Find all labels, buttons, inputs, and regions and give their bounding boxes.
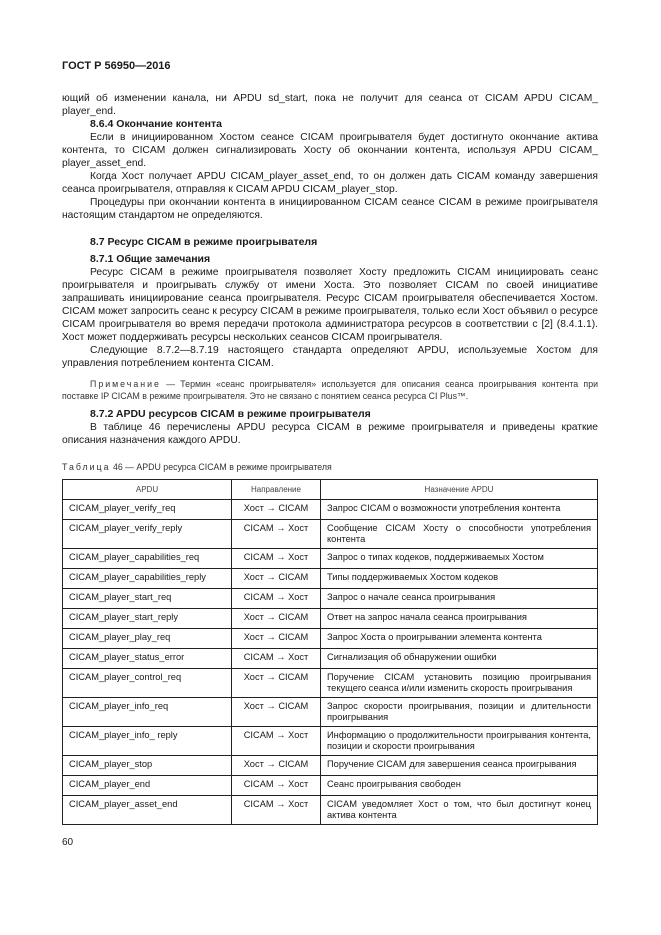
table-caption-text: 46 — APDU ресурса CICAM в режиме проигрывателя: [110, 462, 332, 472]
apdu-cell: CICAM_player_start_reply: [63, 609, 232, 629]
table-row: [63, 520, 598, 549]
table-row: [63, 727, 598, 756]
table-row: [63, 549, 598, 569]
purpose-cell: CICAM уведомляет Хост о том, что был достигнут конец актива контента: [321, 796, 598, 825]
apdu-cell: CICAM_player_asset_end: [63, 796, 232, 825]
purpose-cell: Информацию о продолжительности проигрывания контента, позиции и скорости проигрывания: [321, 727, 598, 756]
table-row: [63, 796, 598, 825]
paragraph: Следующие 8.7.2—8.7.19 настоящего стандарта определяют APDU, используемые Хостом для управления потреблением контента CICAM.: [62, 345, 598, 369]
purpose-cell: Запрос CICAM о возможности употребления контента: [321, 500, 598, 520]
purpose-cell: Ответ на запрос начала сеанса проигрывания: [321, 609, 598, 629]
purpose-cell: Типы поддерживаемых Хостом кодеков: [321, 569, 598, 589]
section-heading-8-7: 8.7 Ресурс CICAM в режиме проигрывателя: [90, 236, 318, 248]
table-caption-label: Таблица: [62, 462, 111, 472]
table-row: [63, 669, 598, 698]
apdu-cell: CICAM_player_capabilities_reply: [63, 569, 232, 589]
page-number: 60: [62, 837, 74, 848]
apdu-cell: CICAM_player_play_req: [63, 629, 232, 649]
paragraph: ющий об изменении канала, ни APDU sd_start, пока не получит для сеанса от CICAM APDU CICAM_ player_end.: [62, 93, 598, 117]
direction-cell: CICAM → Хост: [232, 589, 321, 609]
section-heading-8-7-1: 8.7.1 Общие замечания: [90, 253, 211, 265]
direction-cell: Хост → CICAM: [232, 669, 321, 698]
column-header-direction: Направление: [232, 480, 321, 500]
paragraph: В таблице 46 перечислены APDU ресурса CICAM в режиме проигрывателя и приведены краткие описания назначения каждого APDU.: [62, 422, 598, 446]
table-row: [63, 649, 598, 669]
document-page: [62, 60, 598, 848]
paragraph: Процедуры при окончании контента в инициированном CICAM сеансе CICAM в режиме проигрывателя настоящим стандартом не определяются.: [62, 197, 598, 221]
apdu-cell: CICAM_player_status_error: [63, 649, 232, 669]
purpose-cell: Запрос о начале сеанса проигрывания: [321, 589, 598, 609]
direction-cell: Хост → CICAM: [232, 500, 321, 520]
table-row: [63, 589, 598, 609]
table-row: [63, 629, 598, 649]
column-header-apdu: APDU: [63, 480, 232, 500]
column-header-purpose: Назначение APDU: [321, 480, 598, 500]
direction-cell: Хост → CICAM: [232, 698, 321, 727]
table-row: [63, 569, 598, 589]
direction-cell: CICAM → Хост: [232, 796, 321, 825]
table-row: [63, 698, 598, 727]
note-label: Примечание: [90, 379, 161, 389]
paragraph: Когда Хост получает APDU CICAM_player_asset_end, то он должен дать CICAM команду завершения сеанса проигрывателя, отправляя к CICAM APDU CICAM_player_stop.: [62, 171, 598, 195]
direction-cell: CICAM → Хост: [232, 776, 321, 796]
purpose-cell: Сигнализация об обнаружении ошибки: [321, 649, 598, 669]
apdu-cell: CICAM_player_capabilities_req: [63, 549, 232, 569]
table-row: [63, 776, 598, 796]
table-caption: [62, 462, 598, 472]
apdu-cell: CICAM_player_start_req: [63, 589, 232, 609]
direction-cell: Хост → CICAM: [232, 629, 321, 649]
apdu-cell: CICAM_player_end: [63, 776, 232, 796]
table-row: [63, 609, 598, 629]
direction-cell: CICAM → Хост: [232, 649, 321, 669]
paragraph: Ресурс CICAM в режиме проигрывателя позволяет Хосту предложить CICAM инициировать сеанс проигрывателя и проигрывать службу от имени Хоста. Это позволяет CICAM по своей инициативе запрашивать инициирование сеанса проигрывателя. Ресурс CICAM проигрывателя обеспечивается Хостом. CICAM может запросить сеанс к ресурсу CICAM в режиме проигрывателя, только если Хост объявил о ресурсе CICAM проигрывателя во время передачи протокола администратора ресурсов в соответствии с [2] (8.4.1.1). Хост может поддерживать ресурсы нескольких сеансов CICAM проигрывателя.: [62, 267, 598, 343]
table-header-row: [63, 480, 598, 500]
apdu-cell: CICAM_player_info_ reply: [63, 727, 232, 756]
purpose-cell: Поручение CICAM для завершения сеанса проигрывания: [321, 756, 598, 776]
note: [62, 378, 598, 402]
direction-cell: CICAM → Хост: [232, 549, 321, 569]
direction-cell: Хост → CICAM: [232, 756, 321, 776]
note-text: — Термин «сеанс проигрывателя» используется для описания сеанса проигрывания контента при поставке IP CICAM в режиме проигрывателя. Это не связано с понятием сеанса ресурса CI Plus™.: [62, 379, 598, 401]
section-heading-8-6-4: 8.6.4 Окончание контента: [90, 118, 222, 130]
apdu-table: [62, 479, 598, 825]
purpose-cell: Запрос Хоста о проигрывании элемента контента: [321, 629, 598, 649]
paragraph: Если в инициированном Хостом сеансе CICAM проигрывателя будет достигнуто окончание актива контента, то CICAM должен сигнализировать Хосту об окончании контента, используя APDU CICAM_ player_asset_end.: [62, 132, 598, 169]
direction-cell: Хост → CICAM: [232, 569, 321, 589]
apdu-cell: CICAM_player_control_req: [63, 669, 232, 698]
apdu-cell: CICAM_player_info_req: [63, 698, 232, 727]
purpose-cell: Сеанс проигрывания свободен: [321, 776, 598, 796]
direction-cell: CICAM → Хост: [232, 520, 321, 549]
apdu-cell: CICAM_player_verify_reply: [63, 520, 232, 549]
document-header: ГОСТ Р 56950—2016: [62, 60, 171, 72]
purpose-cell: Запрос скорости проигрывания, позиции и длительности проигрывания: [321, 698, 598, 727]
purpose-cell: Запрос о типах кодеков, поддерживаемых Хостом: [321, 549, 598, 569]
table-row: [63, 500, 598, 520]
direction-cell: CICAM → Хост: [232, 727, 321, 756]
direction-cell: Хост → CICAM: [232, 609, 321, 629]
apdu-cell: CICAM_player_stop: [63, 756, 232, 776]
table-row: [63, 756, 598, 776]
purpose-cell: Сообщение CICAM Хосту о способности употребления контента: [321, 520, 598, 549]
apdu-cell: CICAM_player_verify_req: [63, 500, 232, 520]
purpose-cell: Поручение CICAM установить позицию проигрывания текущего сеанса и/или изменить скорость проигрывания: [321, 669, 598, 698]
section-heading-8-7-2: 8.7.2 APDU ресурсов CICAM в режиме проигрывателя: [90, 408, 371, 420]
